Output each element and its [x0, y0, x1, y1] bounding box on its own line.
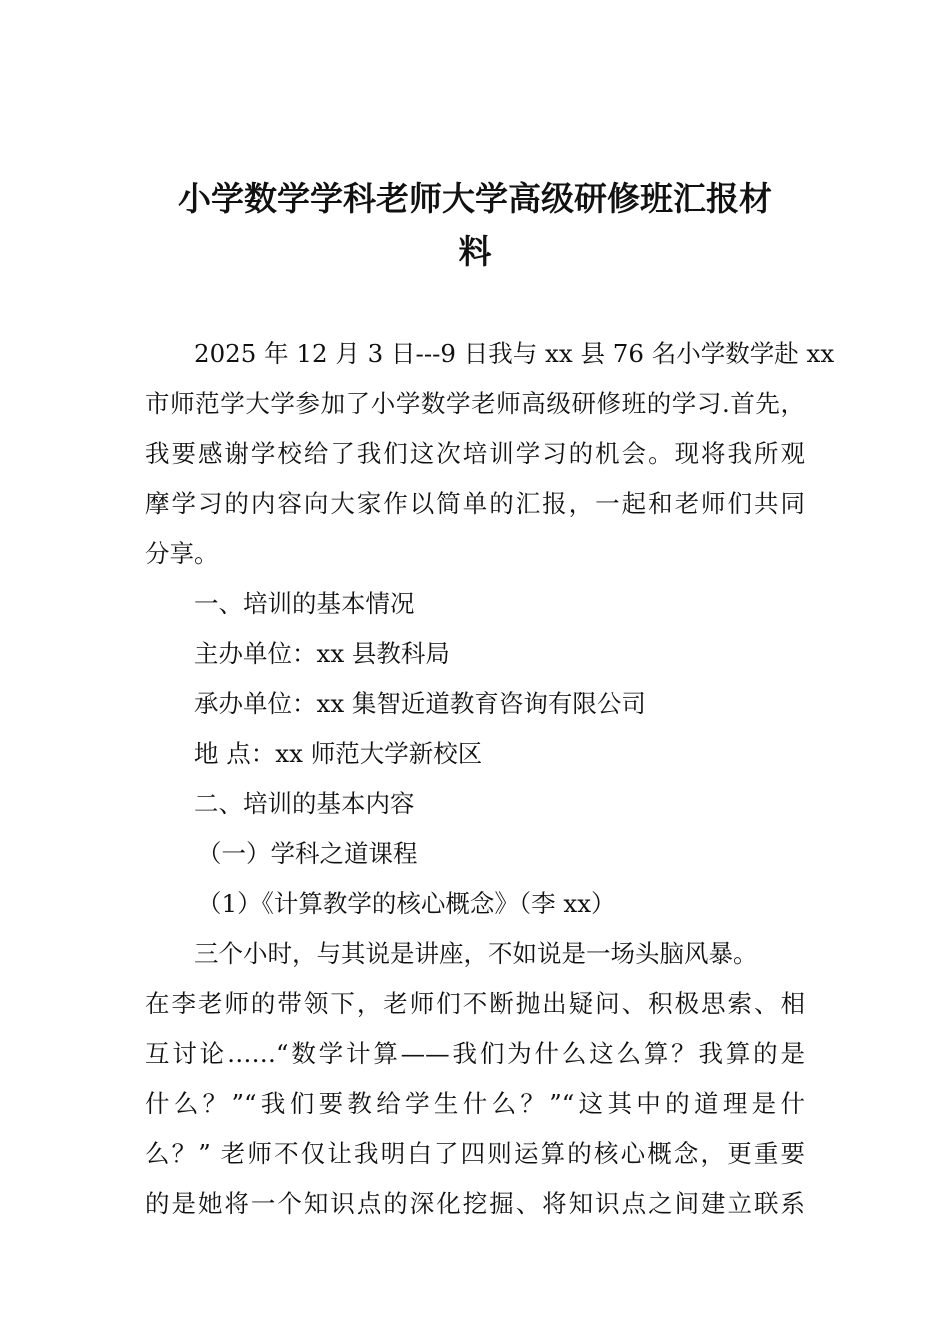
section-heading-2: 二、培训的基本内容	[194, 789, 415, 818]
paragraph-course-line-6: 的是她将一个知识点的深化挖掘、将知识点之间建立联系	[145, 1189, 805, 1218]
subsection-heading-1: （一）学科之道课程	[197, 839, 418, 868]
course-heading-1: （1）《计算教学的核心概念》（李 xx）	[197, 889, 616, 918]
paragraph-intro-line-1: 2025 年 12 月 3 日---9 日我与 xx 县 76 名小学数学赴 xx	[194, 339, 835, 368]
document-title	[145, 172, 805, 278]
paragraph-course-line-2: 在李老师的带领下，老师们不断抛出疑问、积极思索、相	[145, 989, 805, 1018]
paragraph-course-line-1: 三个小时，与其说是讲座，不如说是一场头脑风暴。	[194, 939, 758, 968]
co-organizer-line: 承办单位：xx 集智近道教育咨询有限公司	[194, 689, 646, 718]
paragraph-course-line-5: 么？” 老师不仅让我明白了四则运算的核心概念，更重要	[145, 1139, 805, 1168]
organizer-line: 主办单位：xx 县教科局	[194, 639, 450, 668]
paragraph-intro-line-3: 我要感谢学校给了我们这次培训学习的机会。现将我所观	[145, 439, 805, 468]
title-line-1: 小学数学学科老师大学高级研修班汇报材	[178, 179, 772, 218]
document-body	[145, 329, 835, 1229]
paragraph-course-line-4: 什么？”“我们要教给学生什么？”“这其中的道理是什	[145, 1089, 805, 1118]
location-line: 地 点：xx 师范大学新校区	[194, 739, 483, 768]
paragraph-intro-line-4: 摩学习的内容向大家作以简单的汇报，一起和老师们共同	[145, 489, 805, 518]
paragraph-intro-line-5: 分享。	[145, 539, 219, 568]
title-line-2: 料	[458, 232, 492, 271]
paragraph-intro-line-2: 市师范学大学参加了小学数学老师高级研修班的学习.首先，	[145, 389, 805, 418]
section-heading-1: 一、培训的基本情况	[194, 589, 415, 618]
paragraph-course-line-3: 互讨论……“数学计算——我们为什么这么算？我算的是	[145, 1039, 805, 1068]
